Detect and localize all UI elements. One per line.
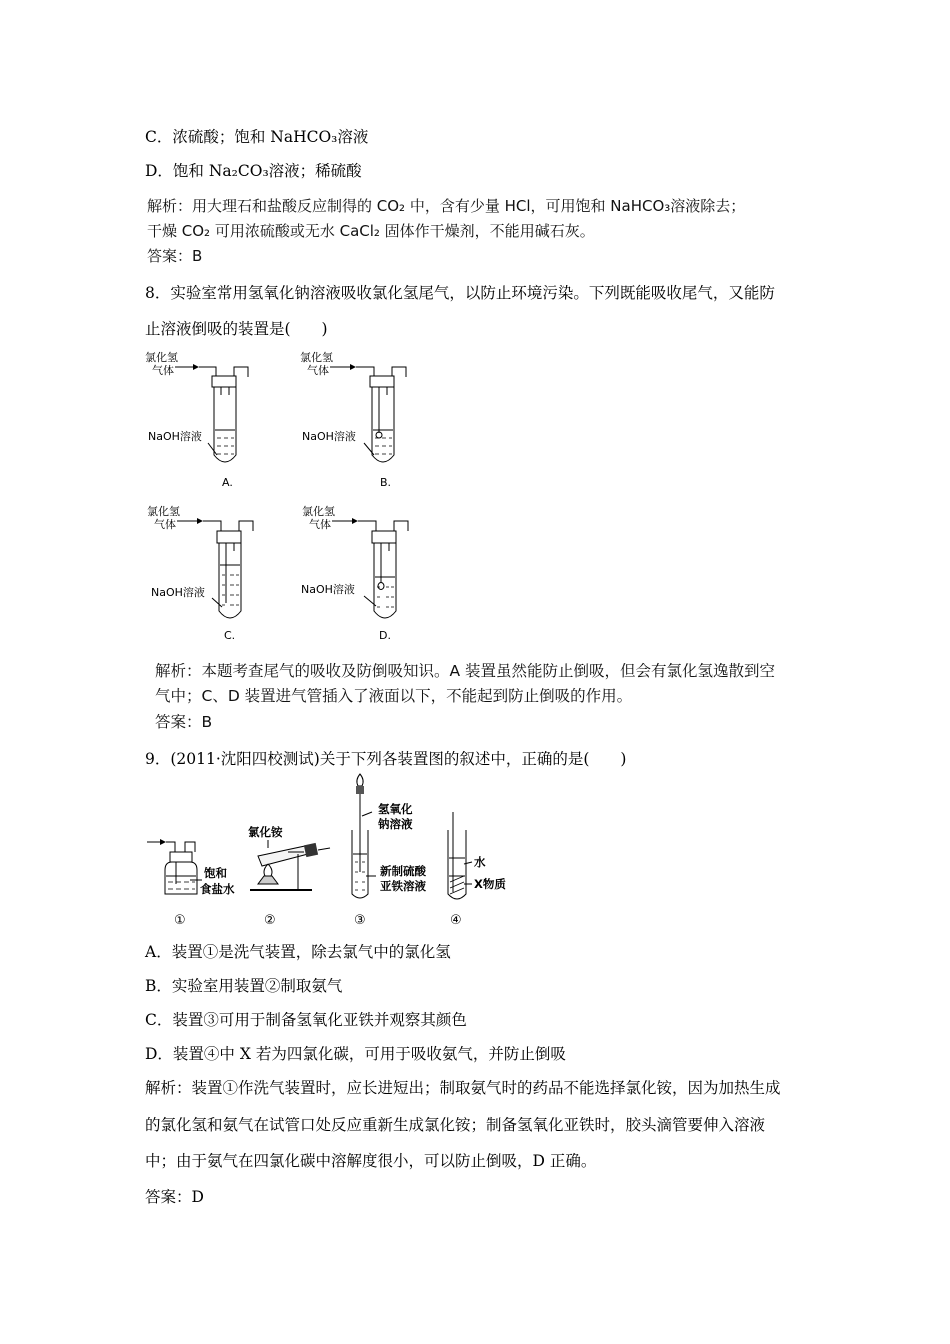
q8-solution-label: NaOH溶液	[151, 586, 205, 599]
q8-apparatus-b	[300, 350, 406, 489]
q7-option-c: C．浓硫酸；饱和 NaHCO₃溶液	[145, 128, 369, 146]
q8-gas-label: 氯化氢	[147, 505, 180, 518]
q9-analysis-line-2: 的氯化氢和氨气在试管口处反应重新生成氯化铵；制备氢氧化亚铁时，胶头滴管要伸入溶液	[145, 1116, 766, 1134]
q9-apparatus-figure	[0, 772, 950, 932]
q8-stem-line-2: 止溶液倒吸的装置是( )	[145, 320, 328, 338]
q8-solution-label: NaOH溶液	[148, 430, 202, 443]
q8-gas-label: 氯化氢	[145, 351, 178, 364]
q8-solution-label: NaOH溶液	[302, 430, 356, 443]
q9-apparatus-4	[448, 812, 506, 928]
q8-gas-label: 气体	[307, 364, 329, 377]
q8-option-label: D.	[379, 629, 391, 642]
q8-apparatus-d	[301, 504, 408, 642]
q9-figure-number: ③	[354, 913, 366, 928]
q8-gas-label: 气体	[309, 518, 331, 531]
q9-figure-number: ④	[450, 913, 462, 928]
q8-option-label: A.	[222, 476, 233, 489]
q9-option-b: B．实验室用装置②制取氨气	[145, 977, 343, 995]
q9-naoh-label: 钠溶液	[378, 817, 413, 831]
q8-apparatus-figure	[0, 345, 950, 645]
q8-apparatus-a	[145, 350, 248, 489]
q9-saturated-label: 食盐水	[200, 882, 235, 896]
q9-feso4-label: 亚铁溶液	[380, 879, 426, 893]
q9-figure-number: ①	[174, 913, 186, 928]
q8-option-label: C.	[224, 629, 236, 642]
q7-answer: 答案：B	[147, 247, 203, 265]
q7-option-d: D．饱和 Na₂CO₃溶液；稀硫酸	[145, 162, 362, 180]
q9-answer: 答案：D	[145, 1188, 204, 1206]
q7-analysis-line-2: 干燥 CO₂ 可用浓硫酸或无水 CaCl₂ 固体作干燥剂，不能用碱石灰。	[147, 222, 595, 240]
q8-analysis-line-1: 解析：本题考查尾气的吸收及防倒吸知识。A 装置虽然能防止倒吸，但会有氯化氢逸散到空	[155, 662, 776, 680]
q8-gas-label: 氯化氢	[302, 505, 335, 518]
q9-option-d: D．装置④中 X 若为四氯化碳，可用于吸收氨气，并防止倒吸	[145, 1045, 566, 1063]
q9-feso4-label: 新制硫酸	[380, 864, 426, 878]
q8-gas-label: 氯化氢	[300, 351, 333, 364]
q9-apparatus-3	[352, 774, 426, 928]
q9-analysis-line-3: 中；由于氨气在四氯化碳中溶解度很小，可以防止倒吸，D 正确。	[145, 1152, 597, 1170]
q8-analysis-line-2: 气中；C、D 装置进气管插入了液面以下，不能起到防止倒吸的作用。	[155, 687, 633, 705]
q7-analysis-line-1: 解析：用大理石和盐酸反应制得的 CO₂ 中，含有少量 HCl，可用饱和 NaHCO₃溶液除去；	[147, 197, 746, 215]
q8-apparatus-c	[147, 504, 253, 642]
q9-naoh-label: 氢氧化	[378, 802, 413, 816]
q9-nh4cl-label: 氯化铵	[248, 825, 283, 839]
q9-water-label: 水	[474, 855, 486, 869]
q9-x-label: X物质	[474, 877, 506, 891]
q9-figure-number: ②	[264, 913, 276, 928]
q9-apparatus-1	[147, 839, 235, 928]
q9-apparatus-2	[248, 825, 330, 928]
q9-analysis-line-1: 解析：装置①作洗气装置时，应长进短出；制取氨气时的药品不能选择氯化铵，因为加热生成	[145, 1079, 781, 1097]
q8-answer: 答案：B	[155, 713, 213, 731]
q8-solution-label: NaOH溶液	[301, 583, 355, 596]
q9-stem: 9．(2011·沈阳四校测试)关于下列各装置图的叙述中，正确的是( )	[145, 750, 627, 768]
q9-option-a: A．装置①是洗气装置，除去氯气中的氯化氢	[145, 943, 451, 961]
q8-gas-label: 气体	[154, 518, 176, 531]
q8-stem-line-1: 8．实验室常用氢氧化钠溶液吸收氯化氢尾气，以防止环境污染。下列既能吸收尾气，又能防	[145, 284, 775, 302]
q9-option-c: C．装置③可用于制备氢氧化亚铁并观察其颜色	[145, 1011, 467, 1029]
q8-gas-label: 气体	[152, 364, 174, 377]
q9-saturated-label: 饱和	[204, 866, 227, 880]
q8-option-label: B.	[380, 476, 392, 489]
